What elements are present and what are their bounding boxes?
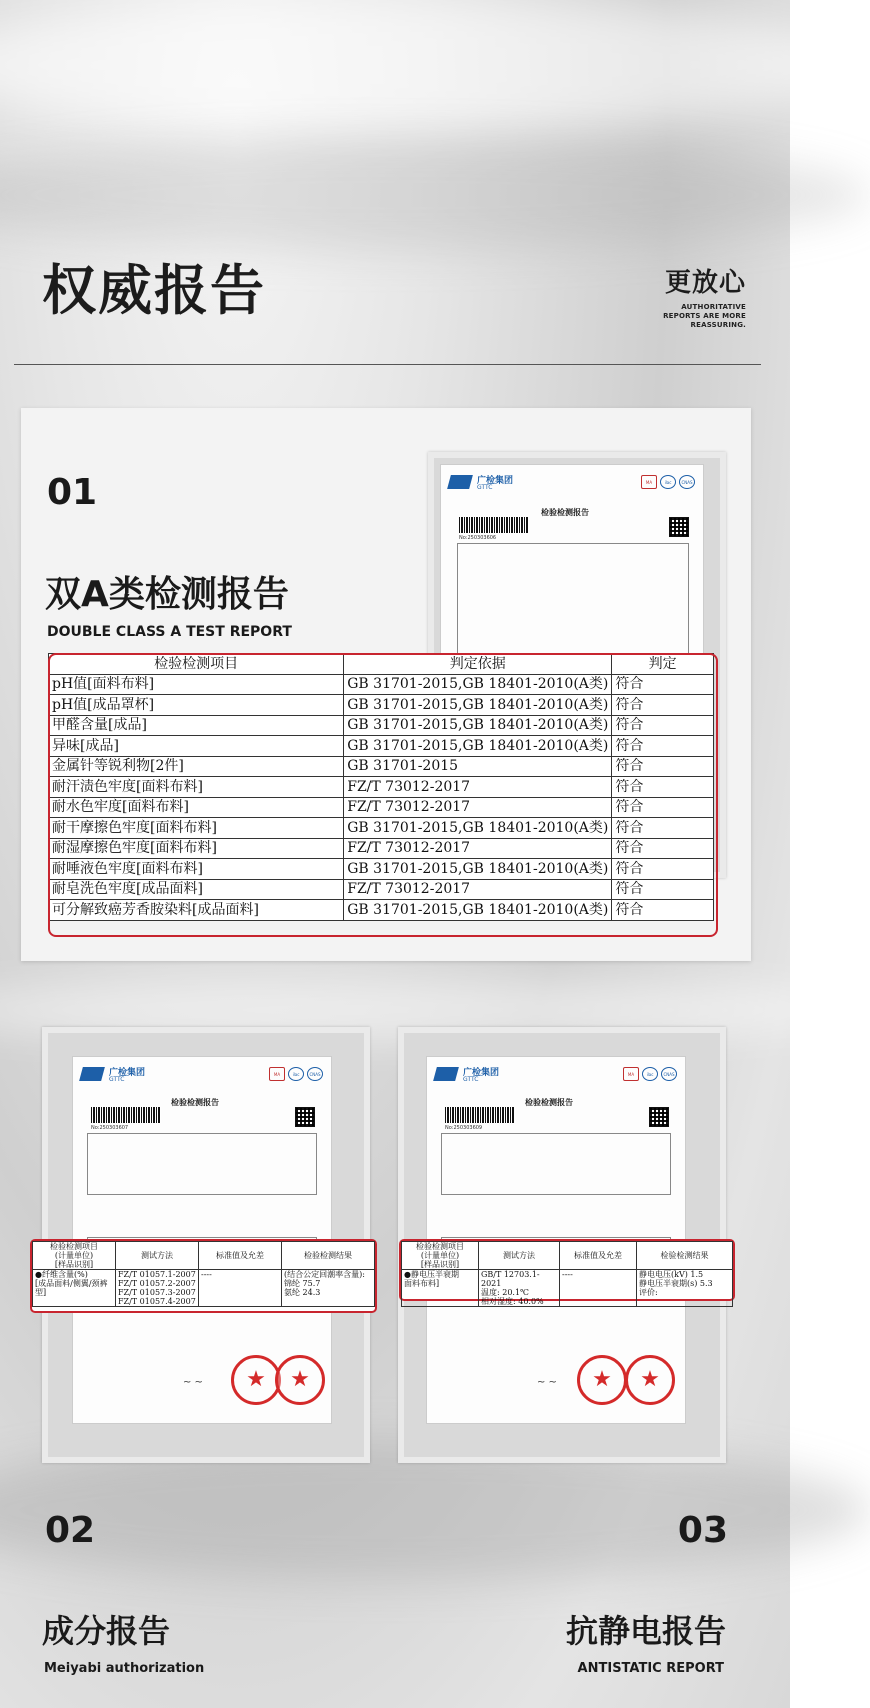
cell: 符合 (612, 715, 714, 736)
tagline-subtitle: AUTHORITATIVE REPORTS ARE MORE REASSURING. (663, 303, 746, 329)
company-name: 广检集团 (463, 1068, 500, 1078)
section1-title: 双A类检测报告 (45, 574, 289, 615)
column-header: 检验检测结果 (637, 1242, 733, 1270)
cert-badges (623, 1067, 677, 1081)
table-row (49, 838, 714, 859)
background-haze (0, 140, 870, 250)
cnas-badge-icon: CNAS (661, 1067, 677, 1081)
cell: ●纤维含量(%) [成品面料/侧翼/颈裤 型] (33, 1270, 116, 1307)
cell: 异味[成品] (49, 736, 344, 757)
cell: 耐唾液色牢度[面料布料] (49, 859, 344, 880)
gttc-logo-icon (433, 1067, 459, 1081)
qr-code-icon (669, 517, 689, 537)
antistatic-results-table (399, 1239, 735, 1306)
report-info-grid (441, 1133, 671, 1195)
section2-title: 成分报告 (42, 1612, 171, 1650)
report-header (81, 1065, 323, 1089)
cert-badges (641, 475, 695, 489)
background-haze (0, 0, 870, 130)
divider (14, 364, 761, 365)
official-stamp-icon: ★ (577, 1355, 627, 1405)
cell: GB 31701-2015 (344, 756, 612, 777)
ma-badge-icon: MA (623, 1067, 639, 1081)
gttc-logo-icon (447, 475, 473, 489)
table-row (49, 777, 714, 798)
cell: 金属针等锐利物[2件] (49, 756, 344, 777)
table-row (49, 736, 714, 757)
section2-number: 02 (45, 1510, 96, 1551)
company-en: GTTC (463, 1076, 479, 1083)
column-header: 标准值及允差 (560, 1242, 637, 1270)
cell: 符合 (612, 838, 714, 859)
cell: ---- (199, 1270, 282, 1307)
table-header-row (49, 654, 714, 675)
cell: pH值[成品罩杯] (49, 695, 344, 716)
section3-number: 03 (677, 1510, 728, 1551)
official-stamp-icon: ★ (275, 1355, 325, 1405)
cell: 符合 (612, 674, 714, 695)
cell: 耐湿摩擦色牢度[面料布料] (49, 838, 344, 859)
report-header (435, 1065, 677, 1089)
table-row (49, 818, 714, 839)
table-row (49, 859, 714, 880)
cell: GB 31701-2015,GB 18401-2010(A类) (344, 715, 612, 736)
table-header-row (33, 1242, 375, 1270)
report-title: 检验检测报告 (541, 508, 589, 517)
table-header-row (402, 1242, 733, 1270)
cell: 静电电压(kV) 1.5 静电压半衰期(s) 5.3 评价: (637, 1270, 733, 1307)
cell: 可分解致癌芳香胺染料[成品面料] (49, 900, 344, 921)
cell: FZ/T 73012-2017 (344, 838, 612, 859)
cell: ---- (560, 1270, 637, 1307)
column-header: 测试方法 (116, 1242, 199, 1270)
cnas-badge-icon: CNAS (307, 1067, 323, 1081)
column-header: 标准值及允差 (199, 1242, 282, 1270)
table-row (49, 879, 714, 900)
cell: 符合 (612, 695, 714, 716)
cell: 符合 (612, 797, 714, 818)
cell: FZ/T 73012-2017 (344, 797, 612, 818)
section3-title: 抗静电报告 (565, 1612, 726, 1650)
table-row (33, 1270, 375, 1307)
cell: 耐汗渍色牢度[面料布料] (49, 777, 344, 798)
company-name: 广检集团 (477, 476, 514, 486)
official-stamp-icon: ★ (231, 1355, 281, 1405)
barcode (445, 1107, 515, 1123)
column-header: 判定依据 (344, 654, 612, 675)
cell: GB 31701-2015,GB 18401-2010(A类) (344, 674, 612, 695)
cell: 耐水色牢度[面料布料] (49, 797, 344, 818)
cell: 耐皂洗色牢度[成品面料] (49, 879, 344, 900)
report-number: No:250303606 (459, 535, 497, 541)
cell: 符合 (612, 900, 714, 921)
table-row (49, 797, 714, 818)
cell: pH值[面料布料] (49, 674, 344, 695)
report-number: No:250303609 (445, 1125, 483, 1131)
company-en: GTTC (109, 1076, 125, 1083)
company-en: GTTC (477, 484, 493, 491)
company-name: 广检集团 (109, 1068, 146, 1078)
column-header: 检验检测结果 (282, 1242, 375, 1270)
cell: GB 31701-2015,GB 18401-2010(A类) (344, 900, 612, 921)
report-number: No:250303607 (91, 1125, 129, 1131)
column-header: 检验检测项目 (计量单位) [样品识别] (33, 1242, 116, 1270)
table-row (49, 900, 714, 921)
section1-number: 01 (47, 472, 98, 513)
cell: GB 31701-2015,GB 18401-2010(A类) (344, 736, 612, 757)
qr-code-icon (649, 1107, 669, 1127)
column-header: 测试方法 (479, 1242, 560, 1270)
barcode (459, 517, 529, 533)
tagline-title: 更放心 (664, 268, 746, 298)
ilac-badge-icon: ilac (288, 1067, 304, 1081)
table-row (49, 695, 714, 716)
cell: GB 31701-2015,GB 18401-2010(A类) (344, 695, 612, 716)
report-title: 检验检测报告 (171, 1098, 219, 1107)
column-header: 判定 (612, 654, 714, 675)
table-row (402, 1270, 733, 1307)
barcode (91, 1107, 161, 1123)
section1-subtitle: DOUBLE CLASS A TEST REPORT (47, 624, 292, 640)
column-header: 检验检测项目 (计量单位) [样品识别] (402, 1242, 479, 1270)
cell: FZ/T 73012-2017 (344, 879, 612, 900)
cell: 符合 (612, 756, 714, 777)
cell: 符合 (612, 777, 714, 798)
section2-subtitle: Meiyabi authorization (44, 1661, 205, 1676)
ilac-badge-icon: ilac (642, 1067, 658, 1081)
ma-badge-icon: MA (641, 475, 657, 489)
page-title: 权威报告 (42, 259, 266, 322)
gttc-logo-icon (79, 1067, 105, 1081)
cell: 甲醛含量[成品] (49, 715, 344, 736)
official-stamp-icon: ★ (625, 1355, 675, 1405)
cell: GB 31701-2015,GB 18401-2010(A类) (344, 818, 612, 839)
cell: ●静电压半衰期 面料布料] (402, 1270, 479, 1307)
table-row (49, 715, 714, 736)
cell: GB 31701-2015,GB 18401-2010(A类) (344, 859, 612, 880)
cell: 符合 (612, 859, 714, 880)
cnas-badge-icon: CNAS (679, 475, 695, 489)
cell: 耐干摩擦色牢度[面料布料] (49, 818, 344, 839)
cell: 符合 (612, 736, 714, 757)
table-row (49, 756, 714, 777)
composition-results-table (30, 1239, 377, 1313)
report-info-grid (457, 543, 689, 655)
ilac-badge-icon: ilac (660, 475, 676, 489)
cell: GB/T 12703.1-2021 温度: 20.1℃ 相对湿度: 40.0% (479, 1270, 560, 1307)
cell: 符合 (612, 818, 714, 839)
report-info-grid (87, 1133, 317, 1195)
table-row (49, 674, 714, 695)
signature: ~ ~ (537, 1377, 557, 1388)
qr-code-icon (295, 1107, 315, 1127)
cell: FZ/T 01057.1-2007 FZ/T 01057.2-2007 FZ/T 01057.3-2007 FZ/T 01057.4-2007 (116, 1270, 199, 1307)
signature: ~ ~ (183, 1377, 203, 1388)
cell: FZ/T 73012-2017 (344, 777, 612, 798)
section3-subtitle: ANTISTATIC REPORT (577, 1661, 724, 1676)
cell: (结合公定回潮率含量): 锦纶 75.7 氨纶 24.3 (282, 1270, 375, 1307)
column-header: 检验检测项目 (49, 654, 344, 675)
test-results-table (48, 653, 714, 921)
report-header (449, 473, 695, 497)
report-title: 检验检测报告 (525, 1098, 573, 1107)
tagline (663, 262, 746, 330)
ma-badge-icon: MA (269, 1067, 285, 1081)
cert-badges (269, 1067, 323, 1081)
cell: 符合 (612, 879, 714, 900)
